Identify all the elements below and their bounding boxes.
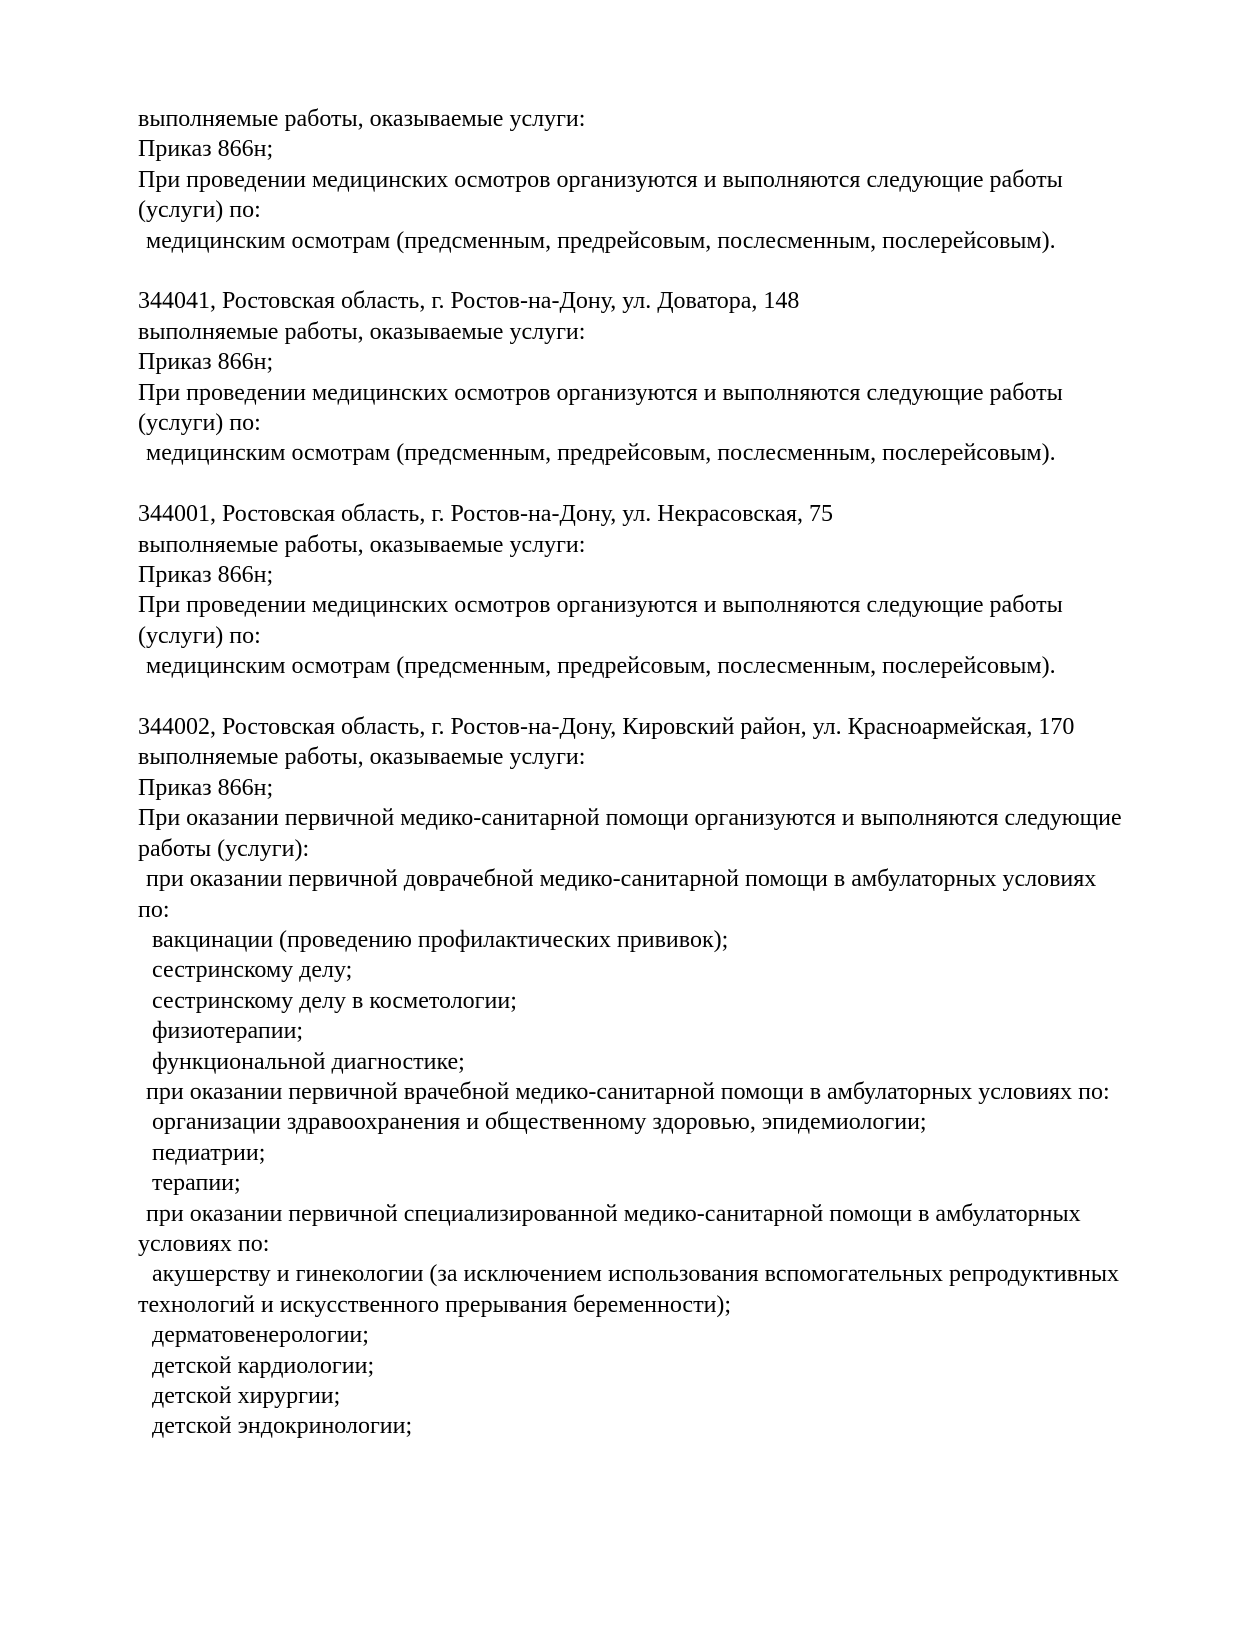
document-line: вакцинации (проведению профилактических прививок); — [152, 926, 729, 953]
document-line: дерматовенерологии; — [152, 1322, 369, 1349]
document-line: технологий и искусственного прерывания беременности); — [138, 1291, 732, 1318]
document-line: физиотерапии; — [152, 1018, 304, 1045]
document-line: организации здравоохранения и общественному здоровью, эпидемиологии; — [152, 1109, 927, 1136]
document-line: при оказании первичной специализированной медико-санитарной помощи в амбулаторных — [146, 1200, 1081, 1227]
document-line: выполняемые работы, оказываемые услуги: — [138, 106, 586, 132]
document-line: (услуги) по: — [138, 197, 261, 224]
document-line: сестринскому делу в косметологии; — [152, 987, 517, 1014]
document-line: детской хирургии; — [152, 1383, 341, 1410]
document-line: Приказ 866н; — [138, 136, 274, 163]
document-line: Приказ 866н; — [138, 562, 274, 589]
document-line: (услуги) по: — [138, 410, 261, 437]
document-line: 344002, Ростовская область, г. Ростов-на-Дону, Кировский район, ул. Красноармейская, 170 — [138, 714, 1075, 741]
document-line: функциональной диагностике; — [152, 1048, 465, 1075]
license-address-block — [138, 286, 1208, 468]
document-line: выполняемые работы, оказываемые услуги: — [138, 318, 586, 345]
document-line: по: — [138, 896, 170, 923]
document-line: 344001, Ростовская область, г. Ростов-на-Дону, ул. Некрасовская, 75 — [138, 501, 833, 528]
document-line: выполняемые работы, оказываемые услуги: — [138, 531, 586, 558]
document-line: сестринскому делу; — [152, 957, 353, 984]
license-address-block — [138, 499, 1208, 681]
document-line: медицинским осмотрам (предсменным, предрейсовым, послесменным, послерейсовым). — [146, 440, 1056, 467]
document-line: медицинским осмотрам (предсменным, предрейсовым, послесменным, послерейсовым). — [146, 227, 1056, 254]
document-line: 344041, Ростовская область, г. Ростов-на-Дону, ул. Доватора, 148 — [138, 288, 800, 315]
document-line: работы (услуги): — [138, 835, 310, 862]
license-address-block — [138, 104, 1208, 256]
document-line: терапии; — [152, 1170, 241, 1197]
document-line: выполняемые работы, оказываемые услуги: — [138, 744, 586, 771]
document-line: При проведении медицинских осмотров организуются и выполняются следующие работы — [138, 592, 1063, 619]
document-line: Приказ 866н; — [138, 774, 274, 801]
document-line: При проведении медицинских осмотров организуются и выполняются следующие работы — [138, 166, 1063, 193]
document-line: медицинским осмотрам (предсменным, предрейсовым, послесменным, послерейсовым). — [146, 653, 1056, 680]
document-line: при оказании первичной врачебной медико-санитарной помощи в амбулаторных условиях по: — [146, 1078, 1110, 1105]
document-line: детской эндокринологии; — [152, 1413, 413, 1440]
document-line: условиях по: — [138, 1230, 270, 1257]
document-line: (услуги) по: — [138, 622, 261, 649]
document-content — [138, 104, 1208, 1442]
document-line: акушерству и гинекологии (за исключением использования вспомогательных репродуктивных — [152, 1261, 1119, 1288]
document-line: при оказании первичной доврачебной медико-санитарной помощи в амбулаторных условиях — [146, 866, 1097, 893]
document-line: При проведении медицинских осмотров организуются и выполняются следующие работы — [138, 379, 1063, 406]
document-line: Приказ 866н; — [138, 349, 274, 376]
document-line: педиатрии; — [152, 1139, 266, 1166]
document-line: детской кардиологии; — [152, 1352, 375, 1379]
license-address-block — [138, 712, 1208, 1442]
document-line: При оказании первичной медико-санитарной помощи организуются и выполняются следующие — [138, 805, 1122, 832]
